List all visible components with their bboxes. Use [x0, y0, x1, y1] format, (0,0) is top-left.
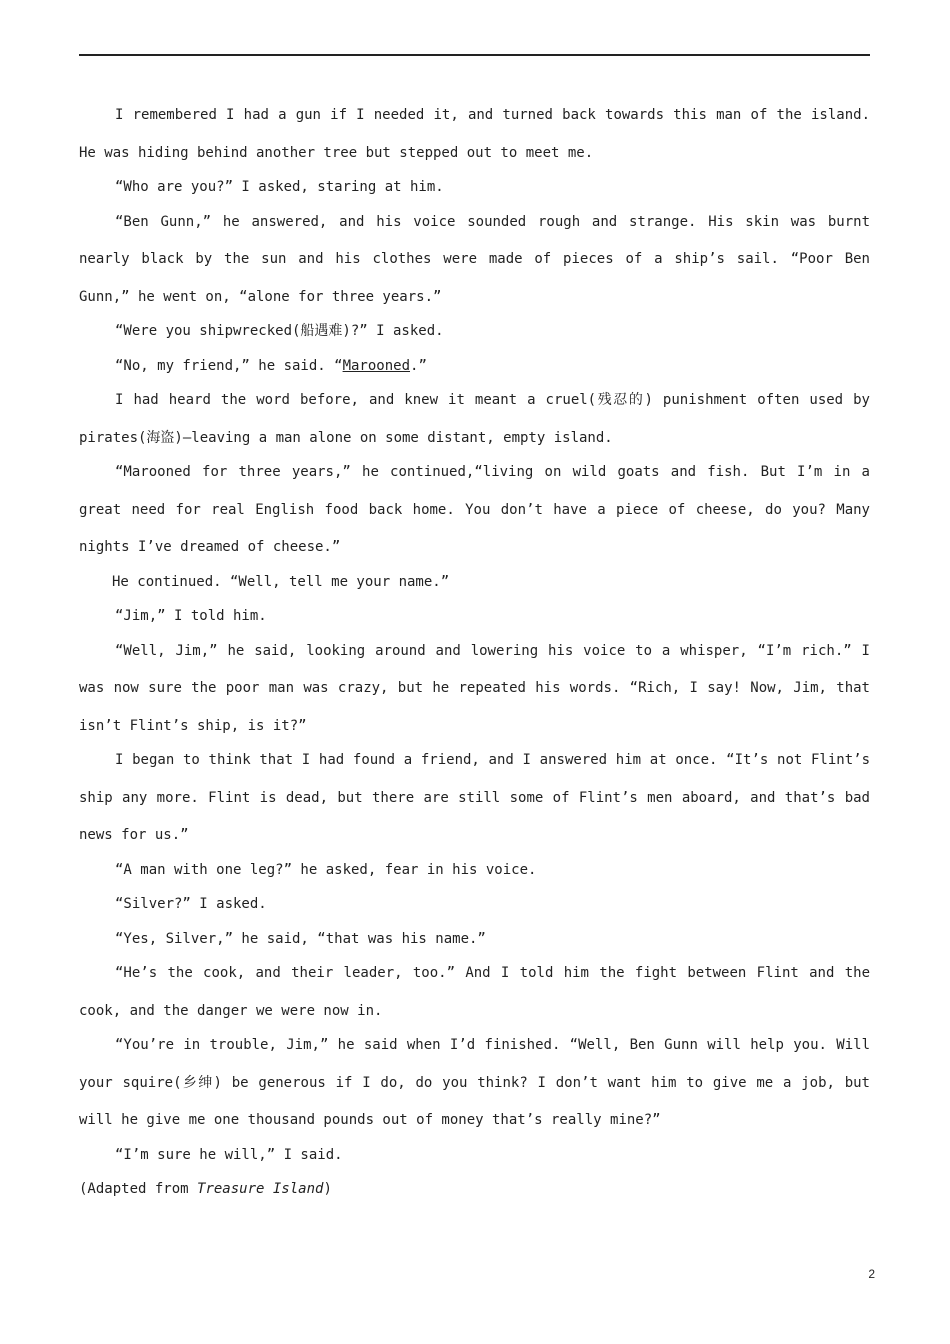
- page-number: 2: [868, 1267, 875, 1281]
- paragraph-5-after: .”: [410, 357, 427, 374]
- paragraph-4: “Were you shipwrecked(船遇难)?” I asked.: [115, 323, 444, 339]
- paragraph-15: “He’s the cook, and their leader, too.” And I told him the fight between Flint and the cook, and the danger we were now in.: [79, 965, 870, 1019]
- paragraph-16: “You’re in trouble, Jim,” he said when I’d finished. “Well, Ben Gunn will help you. Will your squire(乡绅) be generous if I do, do you think? I don’t want him to give me a job, but will he give me one thousand pounds out of money that’s really mine?”: [79, 1037, 870, 1128]
- paragraph-2: “Who are you?” I asked, staring at him.: [115, 179, 444, 195]
- header-rule: [79, 54, 870, 56]
- paragraph-14: “Yes, Silver,” he said, “that was his name.”: [115, 930, 486, 947]
- paragraph-17: “I’m sure he will,” I said.: [115, 1146, 343, 1163]
- paragraph-12: “A man with one leg?” he asked, fear in his voice.: [115, 861, 537, 878]
- paragraph-10: “Well, Jim,” he said, looking around and lowering his voice to a whisper, “I’m rich.” I was now sure the poor man was crazy, but he repeated his words. “Rich, I say! Now, Jim, that isn’t Flint’s ship, is it?”: [79, 642, 870, 734]
- story-text: [79, 97, 870, 1206]
- source-suffix: ): [323, 1181, 332, 1197]
- paragraph-3: “Ben Gunn,” he answered, and his voice sounded rough and strange. His skin was burnt nearly black by the sun and his clothes were made of pieces of a ship’s sail. “Poor Ben Gunn,” he went on, “alone for three years.”: [79, 213, 870, 305]
- paragraph-1: I remembered I had a gun if I needed it, and turned back towards this man of the island. He was hiding behind another tree but stepped out to meet me.: [79, 107, 870, 161]
- paragraph-8: He continued. “Well, tell me your name.”: [112, 573, 450, 590]
- source-citation: [79, 1171, 870, 1209]
- paragraph-6: I had heard the word before, and knew it meant a cruel(残忍的) punishment often used by pirates(海盗)—leaving a man alone on some distant, empty island.: [79, 392, 870, 446]
- paragraph-5-before: “No, my friend,” he said. “: [115, 357, 343, 374]
- paragraph-5: [79, 348, 870, 386]
- paragraph-13: “Silver?” I asked.: [115, 896, 267, 912]
- marooned-underlined: Marooned: [342, 357, 411, 374]
- paragraph-7: “Marooned for three years,” he continued,“living on wild goats and fish. But I’m in a great need for real English food back home. You don’t have a piece of cheese, do you? Many nights I’ve dreamed of cheese.”: [79, 464, 870, 555]
- source-title: Treasure Island: [197, 1181, 324, 1197]
- paragraph-11: I began to think that I had found a friend, and I answered him at once. “It’s not Flint’s ship any more. Flint is dead, but there are still some of Flint’s men aboard, and that’s bad news for us.”: [79, 752, 870, 843]
- source-prefix: (Adapted from: [79, 1181, 198, 1197]
- paragraph-9: “Jim,” I told him.: [115, 608, 267, 624]
